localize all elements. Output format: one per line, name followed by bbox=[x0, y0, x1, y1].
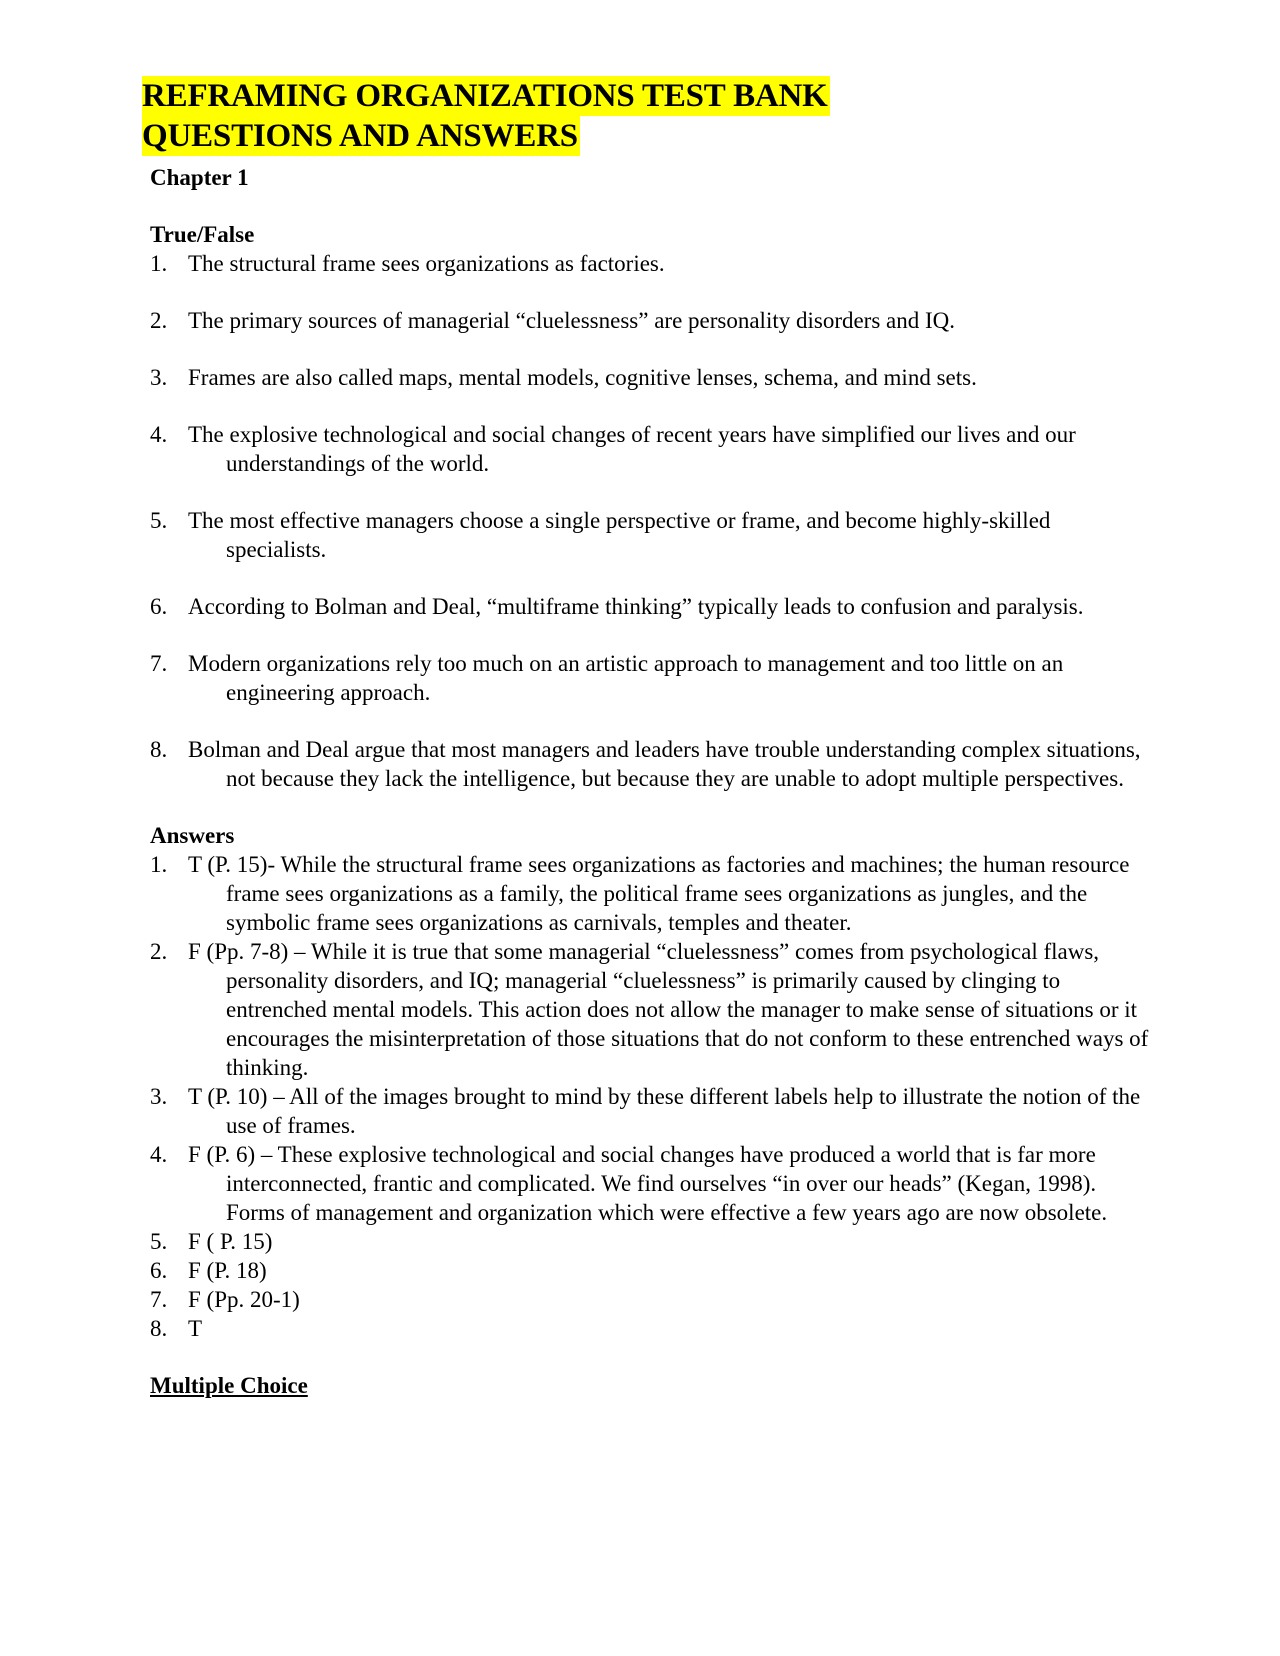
true-false-questions bbox=[150, 249, 1150, 793]
answer-item bbox=[150, 1256, 1150, 1285]
question-item bbox=[150, 506, 1150, 564]
question-item bbox=[150, 249, 1150, 278]
answer-number: 2. bbox=[150, 939, 168, 964]
question-number: 3. bbox=[150, 365, 168, 390]
answer-number: 6. bbox=[150, 1258, 168, 1283]
question-text: The most effective managers choose a single perspective or frame, and become highly-skilled specialists. bbox=[188, 508, 1051, 562]
answers-list bbox=[150, 850, 1150, 1343]
answer-text: F (Pp. 20-1) bbox=[188, 1287, 300, 1312]
answer-number: 5. bbox=[150, 1229, 168, 1254]
answer-item bbox=[150, 1227, 1150, 1256]
answer-number: 7. bbox=[150, 1287, 168, 1312]
document-title bbox=[142, 76, 830, 156]
question-text: The structural frame sees organizations as factories. bbox=[188, 251, 665, 276]
question-number: 1. bbox=[150, 251, 168, 276]
answer-text: T (P. 15)- While the structural frame sees organizations as factories and machines; the human resource frame sees organizations as a family, the political frame sees organizations as jungles, and the symbolic frame sees organizations as carnivals, temples and theater. bbox=[188, 852, 1130, 935]
answer-number: 1. bbox=[150, 852, 168, 877]
question-item bbox=[150, 363, 1150, 392]
document-body bbox=[150, 163, 1150, 1400]
answer-text: F ( P. 15) bbox=[188, 1229, 273, 1254]
true-false-heading: True/False bbox=[150, 222, 255, 247]
answer-number: 3. bbox=[150, 1084, 168, 1109]
answer-text: T bbox=[188, 1316, 203, 1341]
question-item bbox=[150, 420, 1150, 478]
question-text: The primary sources of managerial “cluelessness” are personality disorders and IQ. bbox=[188, 308, 956, 333]
question-number: 7. bbox=[150, 651, 168, 676]
answer-text: F (P. 18) bbox=[188, 1258, 267, 1283]
answer-number: 8. bbox=[150, 1316, 168, 1341]
question-item bbox=[150, 735, 1150, 793]
answer-text: F (P. 6) – These explosive technological and social changes have produced a world that is far more interconnected, frantic and complicated. We find ourselves “in over our heads” (Kegan, 1998). Forms of management and organization which were effective a few years ago are now obsolete. bbox=[188, 1142, 1108, 1225]
title-line-2: QUESTIONS AND ANSWERS bbox=[142, 118, 578, 154]
answer-item bbox=[150, 1285, 1150, 1314]
question-number: 5. bbox=[150, 508, 168, 533]
answer-item bbox=[150, 937, 1150, 1082]
answer-text: F (Pp. 7-8) – While it is true that some managerial “cluelessness” comes from psychological flaws, personality disorders, and IQ; managerial “cluelessness” is primarily caused by clinging to entrenched mental models. This action does not allow the manager to make sense of situations or it encourages the misinterpretation of those situations that do not conform to these entrenched ways of thinking. bbox=[188, 939, 1149, 1080]
multiple-choice-heading: Multiple Choice bbox=[150, 1373, 308, 1398]
answer-item bbox=[150, 850, 1150, 937]
answer-text: T (P. 10) – All of the images brought to mind by these different labels help to illustrate the notion of the use of frames. bbox=[188, 1084, 1141, 1138]
question-item bbox=[150, 592, 1150, 621]
question-number: 8. bbox=[150, 737, 168, 762]
question-number: 2. bbox=[150, 308, 168, 333]
title-line-1: REFRAMING ORGANIZATIONS TEST BANK bbox=[142, 78, 828, 114]
question-text: The explosive technological and social changes of recent years have simplified our lives and our understandings of the world. bbox=[188, 422, 1076, 476]
answer-number: 4. bbox=[150, 1142, 168, 1167]
question-item bbox=[150, 649, 1150, 707]
answers-heading: Answers bbox=[150, 823, 235, 848]
answer-item bbox=[150, 1140, 1150, 1227]
question-number: 4. bbox=[150, 422, 168, 447]
question-text: Frames are also called maps, mental models, cognitive lenses, schema, and mind sets. bbox=[188, 365, 977, 390]
question-text: Modern organizations rely too much on an artistic approach to management and too little on an engineering approach. bbox=[188, 651, 1064, 705]
question-item bbox=[150, 306, 1150, 335]
question-text: Bolman and Deal argue that most managers and leaders have trouble understanding complex situations, not because they lack the intelligence, but because they are unable to adopt multiple perspectives. bbox=[188, 737, 1141, 791]
question-number: 6. bbox=[150, 594, 168, 619]
question-text: According to Bolman and Deal, “multiframe thinking” typically leads to confusion and paralysis. bbox=[188, 594, 1084, 619]
answer-item bbox=[150, 1082, 1150, 1140]
answer-item bbox=[150, 1314, 1150, 1343]
chapter-heading: Chapter 1 bbox=[150, 165, 249, 190]
